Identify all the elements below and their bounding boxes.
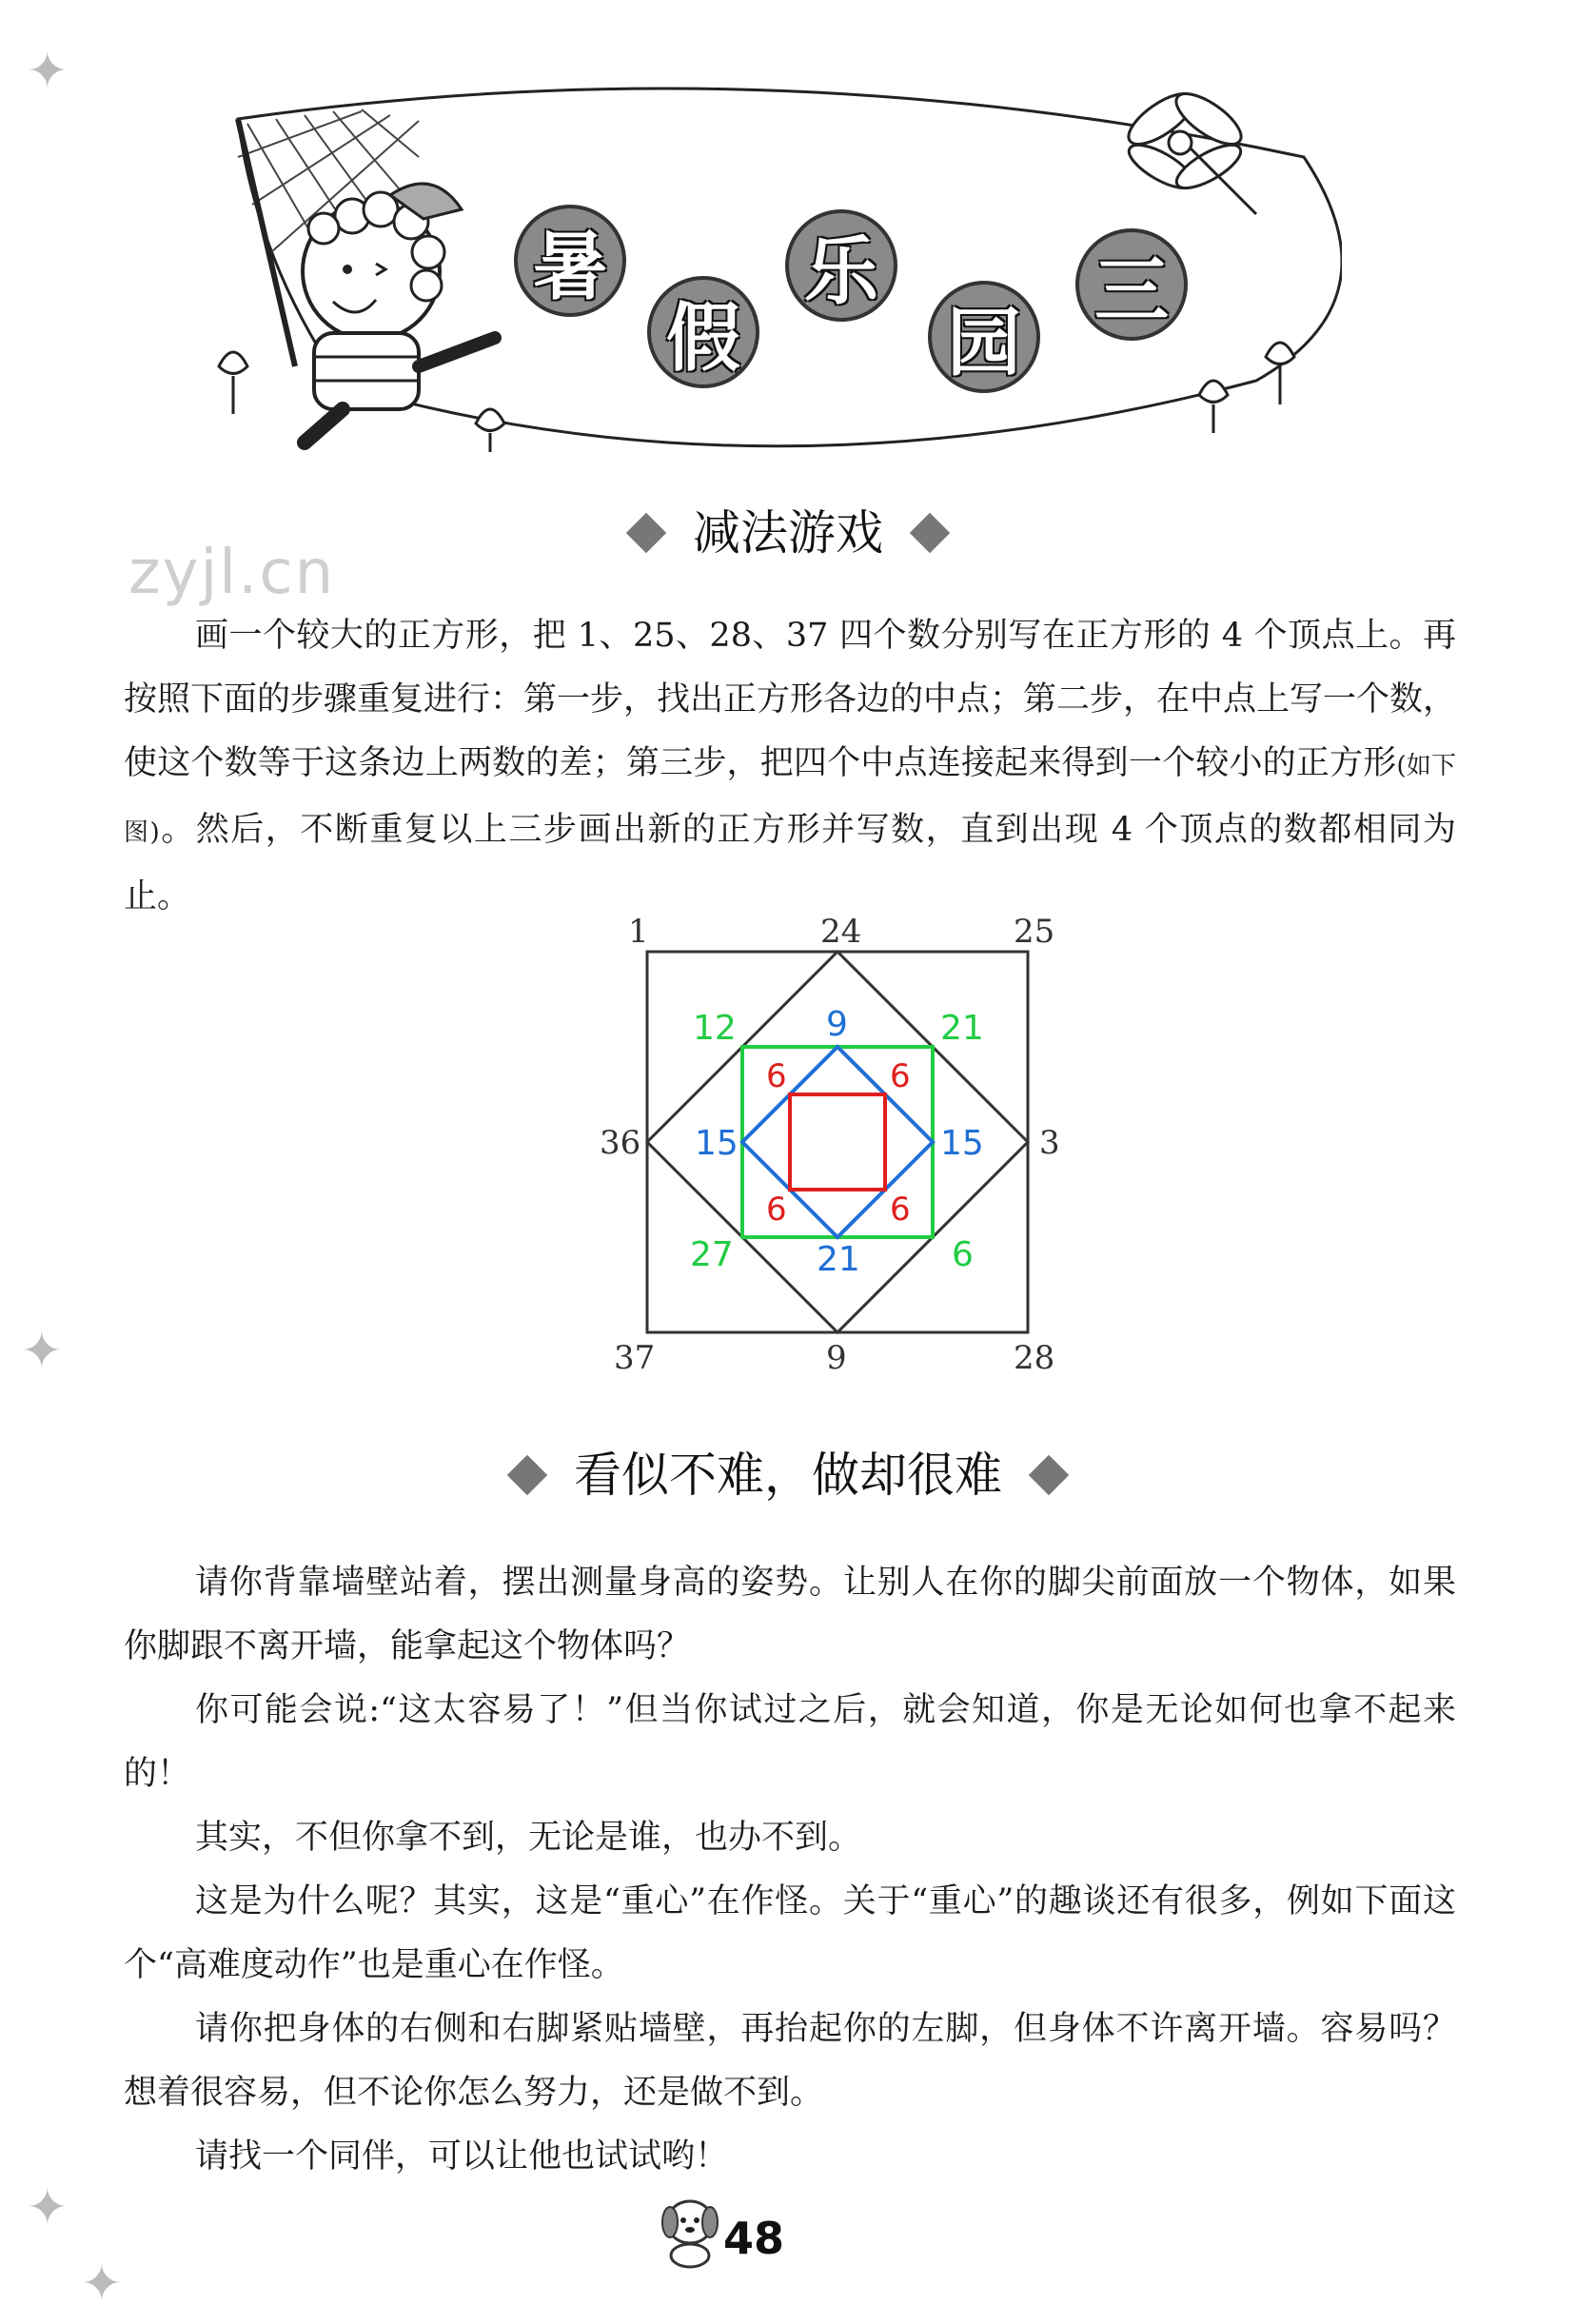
puppy-icon xyxy=(657,2194,723,2270)
banner-title-char: 乐 xyxy=(785,209,897,322)
star-decoration-icon: ✦ xyxy=(27,43,69,100)
paragraph: 你可能会说:“这太容易了！”但当你试过之后，就会知道，你是无论如何也拿不起来的！ xyxy=(124,1691,1456,1793)
diagram-svg xyxy=(571,914,1104,1380)
label-green-bottom-left: 27 xyxy=(690,1235,734,1274)
label-green-bottom-right: 6 xyxy=(952,1235,974,1274)
label-red-top-left: 6 xyxy=(766,1057,787,1095)
label-outer-mid-left: 36 xyxy=(600,1124,641,1162)
banner-title-char: 暑 xyxy=(514,205,626,317)
label-green-top-left: 12 xyxy=(693,1009,737,1048)
label-outer-bottom-right: 28 xyxy=(1014,1339,1055,1377)
banner-title-char: 园 xyxy=(928,281,1040,393)
paragraph-text: 。然后，不断重复以上三步画出新的正方形并写数，直到出现 4 个顶点的数都相同为止。 xyxy=(124,811,1456,916)
banner-title-char: 假 xyxy=(647,276,759,388)
paragraph-text: 画一个较大的正方形，把 1、25、28、37 四个数分别写在正方形的 4 个顶点上。再按照下面的步骤重复进行：第一步，找出正方形各边的中点；第二步，在中点上写一个数，使这个数等于这条边上两数的差；第三步，把四个中点连接起来得到一个较小的正方形 xyxy=(124,617,1457,782)
label-outer-top-right: 25 xyxy=(1014,914,1055,951)
label-blue-top: 9 xyxy=(826,1005,848,1044)
diamond-bullet-icon xyxy=(626,512,666,552)
label-blue-right: 15 xyxy=(940,1124,984,1163)
label-red-bottom-left: 6 xyxy=(766,1191,787,1229)
label-outer-top-mid: 24 xyxy=(820,914,862,951)
star-decoration-icon: ✦ xyxy=(81,2255,123,2313)
paragraph: 请你把身体的右侧和右脚紧贴墙壁，再抬起你的左脚，但身体不许离开墙。容易吗？想着很容易，但不论你怎么努力，还是做不到。 xyxy=(124,2010,1456,2112)
section-title-text: 看似不难，做却很难 xyxy=(574,1448,1002,1503)
nested-squares-diagram xyxy=(571,914,1104,1380)
section-title-looks-easy xyxy=(0,1437,1576,1506)
label-outer-top-left: 1 xyxy=(628,914,649,951)
label-red-top-right: 6 xyxy=(890,1057,911,1095)
label-outer-mid-right: 3 xyxy=(1039,1124,1060,1162)
paragraph: 请找一个同伴，可以让他也试试哟！ xyxy=(195,2137,729,2176)
banner-title-char: 三 xyxy=(1075,228,1188,341)
label-outer-bottom-mid: 9 xyxy=(826,1339,847,1377)
diamond-bullet-icon xyxy=(910,512,950,552)
star-decoration-icon: ✦ xyxy=(27,2179,69,2236)
label-red-bottom-right: 6 xyxy=(890,1191,911,1229)
diamond-bullet-icon xyxy=(1029,1454,1069,1494)
label-blue-left: 15 xyxy=(695,1124,739,1163)
section1-body xyxy=(124,604,1456,929)
label-blue-bottom: 21 xyxy=(817,1240,860,1279)
paragraph: 这是为什么呢？其实，这是“重心”在作怪。关于“重心”的趣谈还有很多，例如下面这个“高难度动作”也是重心在作怪。 xyxy=(124,1882,1456,1984)
page-number: 48 xyxy=(723,2213,785,2264)
section2-body xyxy=(124,1551,1456,2189)
header-banner xyxy=(200,52,1342,452)
label-green-top-right: 21 xyxy=(940,1009,984,1048)
star-decoration-icon: ✦ xyxy=(21,1323,63,1380)
paragraph xyxy=(124,604,1456,929)
diamond-bullet-icon xyxy=(507,1454,547,1494)
section-title-text: 减法游戏 xyxy=(693,505,883,561)
label-outer-bottom-left: 37 xyxy=(614,1339,656,1377)
red-square xyxy=(790,1094,885,1190)
paragraph-note: (如下图) xyxy=(124,752,1456,847)
watermark-text: zyjl.cn xyxy=(128,538,336,608)
paragraph: 其实，不但你拿不到，无论是谁，也办不到。 xyxy=(195,1819,862,1857)
paragraph: 请你背靠墙壁站着，摆出测量身高的姿势。让别人在你的脚尖前面放一个物体，如果你脚跟不离开墙，能拿起这个物体吗？ xyxy=(124,1564,1456,1665)
